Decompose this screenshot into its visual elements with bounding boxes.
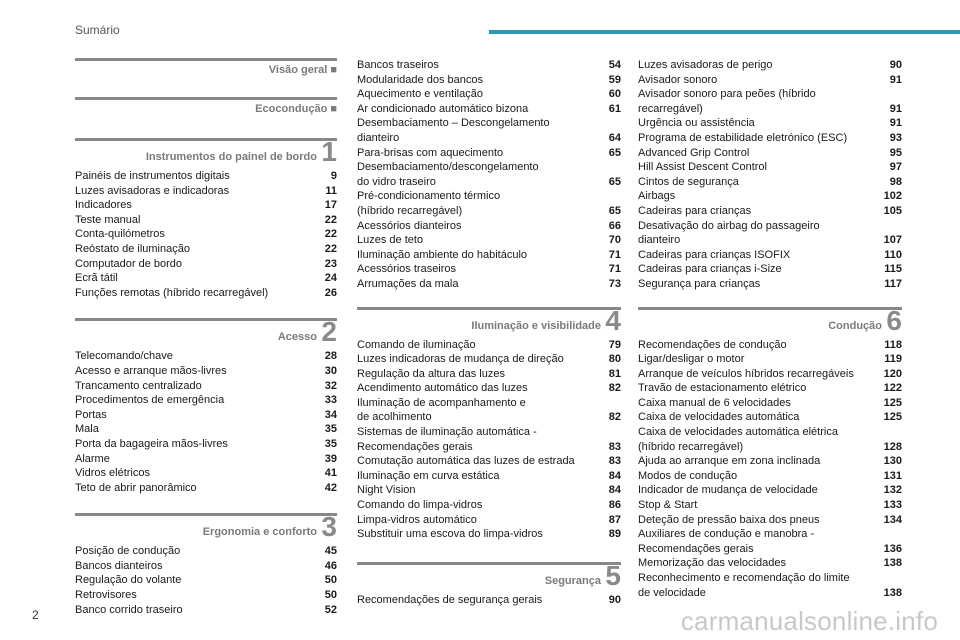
toc-entry[interactable] <box>357 338 621 353</box>
toc-entry[interactable] <box>638 262 902 277</box>
entry-page: 122 <box>883 382 902 395</box>
entry-page: 89 <box>608 528 621 541</box>
entry-title: Pré-condicionamento térmico <box>357 190 501 203</box>
entry-title: Computador de bordo <box>75 257 183 270</box>
entry-page: 73 <box>608 277 621 290</box>
entry-page: 83 <box>608 440 621 453</box>
entry-page: 82 <box>608 411 621 424</box>
entry-title: Modularidade dos bancos <box>357 73 483 86</box>
entry-title: Para-brisas com aquecimento <box>357 146 504 159</box>
entry-title: Arrumações da mala <box>357 277 459 290</box>
entry-title: Regulação da altura das luzes <box>357 367 505 380</box>
entry-page: 84 <box>608 469 621 482</box>
entry-page: 45 <box>324 545 337 558</box>
toc-entry[interactable] <box>75 257 337 272</box>
section-title[interactable]: Iluminação e visibilidade <box>471 319 601 332</box>
entry-page: 128 <box>883 440 902 453</box>
entry-title: Bancos dianteiros <box>75 559 163 572</box>
entry-title: Reconhecimento e recomendação do limite <box>638 572 850 584</box>
entry-title: Reóstato de iluminação <box>75 242 190 255</box>
entry-page: 132 <box>883 484 902 497</box>
entry-title: Comutação automática das luzes de estrada <box>357 455 575 468</box>
section-title[interactable]: Segurança <box>544 574 601 587</box>
entry-title: Comando do limpa-vidros <box>357 499 483 512</box>
toc-entry[interactable] <box>357 262 621 277</box>
entry-page: 46 <box>324 559 337 572</box>
section-header <box>357 559 621 591</box>
toc-entry[interactable] <box>357 219 621 234</box>
toc-entry[interactable] <box>638 542 902 557</box>
entry-page: 70 <box>608 234 621 247</box>
page-number: 2 <box>32 608 39 622</box>
entry-page: 9 <box>330 170 337 182</box>
toc-entry[interactable] <box>357 160 621 175</box>
watermark: carmanualsonline.info <box>680 606 938 636</box>
toc-column-1 <box>75 58 337 617</box>
section-2 <box>75 318 337 495</box>
toc-entry[interactable] <box>75 198 337 213</box>
section-number: 5 <box>605 559 621 591</box>
entry-page: 84 <box>608 484 621 497</box>
toc-entry[interactable] <box>75 184 337 199</box>
entry-page: 22 <box>324 213 337 226</box>
entry-page: 119 <box>884 353 902 366</box>
toc-entry[interactable] <box>357 146 621 161</box>
toc-entry[interactable] <box>638 381 902 396</box>
toc-entry[interactable] <box>357 116 621 131</box>
toc-entry[interactable] <box>75 393 337 408</box>
toc-entry[interactable] <box>357 527 621 542</box>
toc-entry[interactable] <box>638 219 902 234</box>
toc-entry[interactable] <box>357 73 621 88</box>
entry-page: 65 <box>608 146 621 159</box>
toc-entry[interactable] <box>75 227 337 242</box>
toc-entry[interactable] <box>638 513 902 528</box>
entry-title: Ligar/desligar o motor <box>638 353 745 366</box>
entry-page: 22 <box>324 242 337 255</box>
entry-title: Cadeiras para crianças ISOFIX <box>638 248 791 261</box>
toc-entry[interactable] <box>357 498 621 513</box>
entry-page: 138 <box>883 557 902 570</box>
entry-title: Caixa de velocidades automática elétrica <box>638 426 838 439</box>
entry-title: Comando de iluminação <box>357 338 476 351</box>
entry-title: Indicador de mudança de velocidade <box>638 484 818 497</box>
entry-page: 35 <box>324 423 337 436</box>
entry-page: 50 <box>324 589 337 602</box>
toc-entry[interactable] <box>638 440 902 455</box>
toc-entry[interactable] <box>75 544 337 559</box>
entry-title: Luzes avisadoras e indicadoras <box>75 184 230 197</box>
entry-title: Iluminação de acompanhamento e <box>357 396 526 409</box>
entry-title: Substituir uma escova do limpa-vidros <box>357 528 543 541</box>
entry-title: Deteção de pressão baixa dos pneus <box>638 513 820 526</box>
toc-entry[interactable] <box>75 213 337 228</box>
entry-page: 24 <box>324 272 337 285</box>
entry-page: 64 <box>608 131 621 144</box>
section-1 <box>75 138 337 300</box>
entry-title: Limpa-vidros automático <box>357 513 477 526</box>
section-title[interactable]: Ergonomia e conforto <box>202 526 317 539</box>
entry-title: Luzes avisadoras de perigo <box>638 59 773 71</box>
entry-title: Teto de abrir panorâmico <box>75 481 197 494</box>
entry-title: Stop & Start <box>638 499 698 512</box>
entry-title: Travão de estacionamento elétrico <box>638 382 807 395</box>
entry-page: 95 <box>889 146 902 159</box>
section-3 <box>75 513 337 617</box>
section-title[interactable]: Visão geral ■ <box>268 64 337 76</box>
entry-page: 52 <box>324 603 337 616</box>
entry-page: 79 <box>608 338 621 351</box>
entry-title: Caixa de velocidades automática <box>638 411 800 424</box>
toc-entry[interactable] <box>75 169 337 184</box>
toc-entry[interactable] <box>357 593 621 608</box>
toc-entry[interactable] <box>638 396 902 411</box>
entry-page: 83 <box>608 455 621 468</box>
entry-page: 130 <box>883 455 902 468</box>
entry-title: Recomendações de condução <box>638 338 787 351</box>
page-header-title: Sumário <box>75 23 120 37</box>
entry-title: dianteiro <box>357 131 400 144</box>
section-header <box>75 318 337 347</box>
entry-page: 28 <box>324 350 337 363</box>
toc-entry[interactable] <box>638 102 902 117</box>
toc-entry[interactable] <box>357 440 621 455</box>
entry-page: 82 <box>608 382 621 395</box>
entry-title: Caixa manual de 6 velocidades <box>638 396 791 409</box>
toc-entry[interactable] <box>638 367 902 382</box>
entry-page: 97 <box>889 161 902 174</box>
entry-page: 91 <box>889 102 902 115</box>
section-number: 3 <box>321 511 337 543</box>
entry-title: Conta-quilómetros <box>75 228 165 241</box>
toc-entry[interactable] <box>75 408 337 423</box>
toc-entry[interactable] <box>75 559 337 574</box>
toc-entry[interactable] <box>357 277 621 292</box>
section-4 <box>357 304 621 542</box>
section-visao-geral <box>75 58 337 81</box>
entry-page: 50 <box>324 574 337 587</box>
section-title[interactable]: Instrumentos do painel de bordo <box>145 151 317 163</box>
toc-entry[interactable] <box>75 379 337 394</box>
entry-page: 65 <box>608 204 621 217</box>
entry-title: Cintos de segurança <box>638 175 739 188</box>
toc-entry[interactable] <box>638 338 902 353</box>
toc-entry[interactable] <box>75 271 337 286</box>
toc-entry[interactable] <box>357 87 621 102</box>
entry-page: 120 <box>883 367 902 380</box>
entry-title: Recomendações gerais <box>357 440 473 453</box>
entry-title: Avisador sonoro <box>638 73 718 86</box>
toc-entry[interactable] <box>75 437 337 452</box>
entry-title: Bancos traseiros <box>357 59 439 71</box>
section-title[interactable]: Ecocondução ■ <box>255 103 337 115</box>
entry-title: (híbrido recarregável) <box>638 440 744 453</box>
entry-title: de velocidade <box>638 586 706 599</box>
toc-entry[interactable] <box>638 189 902 204</box>
entry-page: 81 <box>608 367 621 380</box>
section-header <box>75 97 337 120</box>
entry-page: 91 <box>889 117 902 130</box>
entry-title: Airbags <box>638 190 676 203</box>
entry-page: 138 <box>883 586 902 599</box>
entry-page: 90 <box>889 59 902 71</box>
entry-page: 105 <box>883 204 902 217</box>
entry-title: recarregável) <box>638 102 703 115</box>
section-number: 4 <box>605 304 621 336</box>
toc-entry[interactable] <box>638 87 902 102</box>
entry-title: Avisador sonoro para peões (híbrido <box>638 88 816 101</box>
toc-entry[interactable] <box>638 425 902 440</box>
entry-page: 11 <box>325 184 337 197</box>
entry-title: Porta da bagageira mãos-livres <box>75 437 228 450</box>
toc-entry[interactable] <box>638 498 902 513</box>
toc-entry[interactable] <box>357 189 621 204</box>
toc-entry[interactable] <box>638 483 902 498</box>
section-continuation <box>638 58 902 292</box>
section-number: 2 <box>321 316 337 348</box>
entry-title: Programa de estabilidade eletrónico (ESC) <box>638 131 848 144</box>
entry-page: 134 <box>883 513 902 526</box>
entry-title: Hill Assist Descent Control <box>638 161 767 174</box>
toc-entry[interactable] <box>75 466 337 481</box>
toc-entry[interactable] <box>638 146 902 161</box>
entry-title: Indicadores <box>75 199 132 212</box>
section-header <box>75 58 337 81</box>
toc-entry[interactable] <box>357 367 621 382</box>
toc-entry[interactable] <box>75 452 337 467</box>
toc-entry[interactable] <box>357 483 621 498</box>
entry-page: 30 <box>324 364 337 377</box>
entry-title: Alarme <box>75 452 110 465</box>
entry-page: 98 <box>889 175 902 188</box>
toc-entry[interactable] <box>75 364 337 379</box>
entry-title: Ajuda ao arranque em zona inclinada <box>638 455 821 468</box>
section-title[interactable]: Condução <box>828 319 882 332</box>
entry-title: Acesso e arranque mãos-livres <box>75 364 227 377</box>
entry-title: Aquecimento e ventilação <box>357 88 483 101</box>
toc-entry[interactable] <box>357 513 621 528</box>
entry-title: Desativação do airbag do passageiro <box>638 219 820 232</box>
entry-page: 17 <box>324 199 337 212</box>
entry-page: 86 <box>608 499 621 512</box>
toc-entry[interactable] <box>357 425 621 440</box>
entry-title: Luzes de teto <box>357 234 424 247</box>
toc-entry[interactable] <box>638 204 902 219</box>
toc-entry[interactable] <box>357 204 621 219</box>
entry-page: 34 <box>324 408 337 421</box>
toc-entry[interactable] <box>75 242 337 257</box>
entry-title: Painéis de instrumentos digitais <box>75 170 230 182</box>
entry-page: 41 <box>324 467 337 480</box>
toc-entry[interactable] <box>638 586 902 601</box>
entry-title: Acessórios traseiros <box>357 263 457 276</box>
toc-entry[interactable] <box>638 527 902 542</box>
toc-entry[interactable] <box>638 116 902 131</box>
entry-title: Desembaciamento – Descongelamento <box>357 117 550 130</box>
toc-column-3 <box>638 58 902 600</box>
entry-page: 107 <box>883 234 902 247</box>
entry-page: 115 <box>884 263 902 276</box>
entry-page: 33 <box>324 394 337 407</box>
section-number: 6 <box>886 304 902 336</box>
entry-title: Banco corrido traseiro <box>75 603 183 616</box>
entry-title: Cadeiras para crianças <box>638 204 752 217</box>
toc-entry[interactable] <box>75 603 337 618</box>
toc-column-2 <box>357 58 621 607</box>
toc-entry[interactable] <box>75 481 337 496</box>
entry-title: Arranque de veículos híbridos recarregáveis <box>638 367 854 380</box>
toc-entry[interactable] <box>357 175 621 190</box>
entry-page: 61 <box>608 102 621 115</box>
entry-title: Acessórios dianteiros <box>357 219 462 232</box>
entry-title: Acendimento automático das luzes <box>357 382 528 395</box>
entry-page: 32 <box>324 379 337 392</box>
entry-title: Cadeiras para crianças i-Size <box>638 263 782 276</box>
entry-page: 71 <box>608 248 621 261</box>
entry-page: 131 <box>883 469 902 482</box>
entry-title: Trancamento centralizado <box>75 379 202 392</box>
entry-page: 66 <box>608 219 621 232</box>
entry-title: Mala <box>75 423 99 436</box>
toc-entry[interactable] <box>638 454 902 469</box>
entry-title: dianteiro <box>638 234 681 247</box>
entry-title: Regulação do volante <box>75 574 182 587</box>
entry-title: Iluminação ambiente do habitáculo <box>357 248 528 261</box>
entry-page: 60 <box>608 88 621 101</box>
toc-entry[interactable] <box>357 233 621 248</box>
entry-title: Recomendações de segurança gerais <box>357 593 543 606</box>
entry-title: Ecrã tátil <box>75 272 118 285</box>
entry-page: 80 <box>608 353 621 366</box>
toc-entry[interactable] <box>357 381 621 396</box>
entry-page: 42 <box>324 481 337 494</box>
toc-entry[interactable] <box>638 571 902 586</box>
toc-entry[interactable] <box>638 410 902 425</box>
entry-page: 65 <box>608 175 621 188</box>
section-header <box>75 138 337 167</box>
entry-title: Segurança para crianças <box>638 277 761 290</box>
entry-title: Sistemas de iluminação automática - <box>357 426 537 439</box>
toc-entry[interactable] <box>357 469 621 484</box>
toc-entry[interactable] <box>638 160 902 175</box>
toc-entry[interactable] <box>357 102 621 117</box>
entry-page: 125 <box>883 411 902 424</box>
entry-page: 71 <box>608 263 621 276</box>
entry-page: 59 <box>608 73 621 86</box>
entry-title: Advanced Grip Control <box>638 146 750 159</box>
header-accent-bar <box>489 30 960 34</box>
toc-entry[interactable] <box>638 73 902 88</box>
toc-entry[interactable] <box>638 556 902 571</box>
toc-entry[interactable] <box>638 248 902 263</box>
entry-title: Posição de condução <box>75 545 181 558</box>
section-number: 1 <box>321 136 337 167</box>
entry-page: 26 <box>324 286 337 299</box>
entry-title: Desembaciamento/descongelamento <box>357 161 539 174</box>
entry-page: 136 <box>883 542 902 555</box>
section-header <box>638 304 902 336</box>
entry-title: Night Vision <box>357 484 416 497</box>
entry-page: 90 <box>608 593 621 606</box>
entry-title: Modos de condução <box>638 469 738 482</box>
toc-entry[interactable] <box>75 349 337 364</box>
entry-page: 22 <box>324 228 337 241</box>
entry-page: 87 <box>608 513 621 526</box>
entry-title: Retrovisores <box>75 589 137 602</box>
entry-title: Memorização das velocidades <box>638 557 786 570</box>
toc-entry[interactable] <box>357 410 621 425</box>
entry-page: 23 <box>324 257 337 270</box>
entry-title: Luzes indicadoras de mudança de direção <box>357 353 564 366</box>
toc-entry[interactable] <box>638 352 902 367</box>
entry-title: Teste manual <box>75 213 141 226</box>
entry-title: Urgência ou assistência <box>638 117 755 130</box>
entry-page: 93 <box>889 131 902 144</box>
entry-page: 102 <box>883 190 902 203</box>
entry-page: 117 <box>884 277 902 290</box>
entry-page: 35 <box>324 437 337 450</box>
section-continuation <box>357 58 621 292</box>
entry-title: Telecomando/chave <box>75 350 173 363</box>
toc-entry[interactable] <box>75 286 337 301</box>
entry-title: (híbrido recarregável) <box>357 204 463 217</box>
toc-entry[interactable] <box>357 352 621 367</box>
toc-entry[interactable] <box>75 588 337 603</box>
entry-title: Recomendações gerais <box>638 542 754 555</box>
toc-entry[interactable] <box>357 131 621 146</box>
toc-entry[interactable] <box>638 233 902 248</box>
toc-entry[interactable] <box>357 248 621 263</box>
toc-entry[interactable] <box>357 396 621 411</box>
section-5 <box>357 559 621 608</box>
entry-title: Vidros elétricos <box>75 467 150 480</box>
toc-entry[interactable] <box>638 58 902 73</box>
entry-title: Auxiliares de condução e manobra - <box>638 528 815 541</box>
entry-title: de acolhimento <box>357 411 432 424</box>
section-title[interactable]: Acesso <box>277 331 317 344</box>
entry-title: Procedimentos de emergência <box>75 394 225 407</box>
section-ecoconducao <box>75 97 337 120</box>
toc-entry[interactable] <box>75 573 337 588</box>
entry-title: Funções remotas (híbrido recarregável) <box>75 286 269 299</box>
entry-page: 91 <box>889 73 902 86</box>
entry-title: Portas <box>75 408 107 421</box>
entry-title: Ar condicionado automático bizona <box>357 102 529 115</box>
entry-title: Iluminação em curva estática <box>357 469 500 482</box>
entry-page: 54 <box>608 59 621 71</box>
toc-entry[interactable] <box>638 469 902 484</box>
entry-page: 39 <box>324 452 337 465</box>
toc-entry[interactable] <box>638 131 902 146</box>
toc-entry[interactable] <box>357 454 621 469</box>
section-header <box>357 304 621 336</box>
toc-entry[interactable] <box>357 58 621 73</box>
section-6 <box>638 304 902 601</box>
entry-title: do vidro traseiro <box>357 175 436 188</box>
toc-entry[interactable] <box>75 422 337 437</box>
entry-page: 125 <box>883 396 902 409</box>
toc-entry[interactable] <box>638 277 902 292</box>
toc-entry[interactable] <box>638 175 902 190</box>
entry-page: 110 <box>884 248 902 261</box>
section-header <box>75 513 337 542</box>
entry-page: 133 <box>883 499 902 512</box>
entry-page: 118 <box>884 338 902 351</box>
